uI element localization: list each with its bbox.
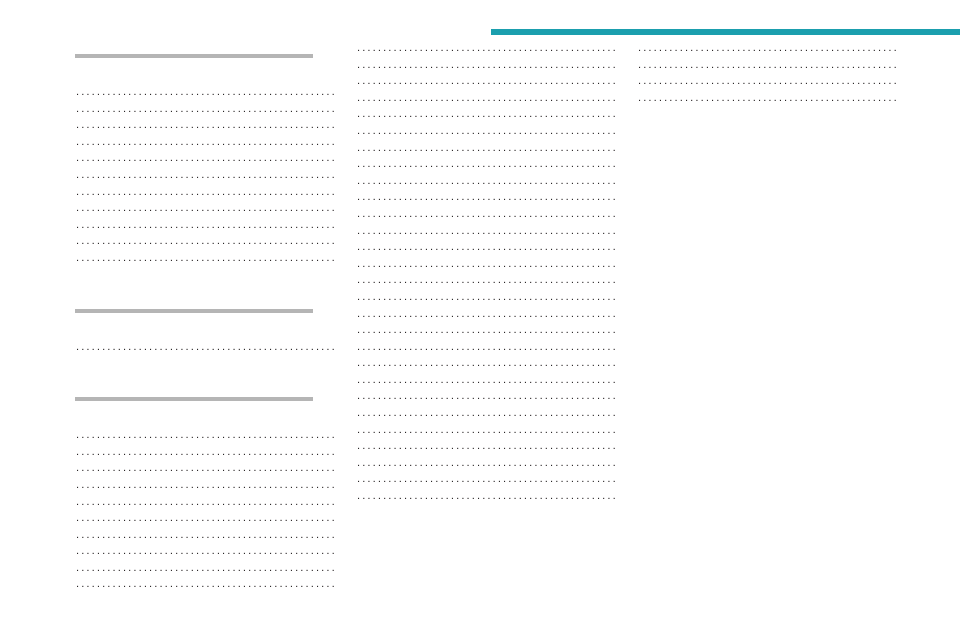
dot-leader: [76, 543, 336, 560]
index-column-middle: [356, 40, 618, 505]
index-entry: [75, 117, 337, 134]
dot-leader: [76, 150, 336, 167]
index-entry: [356, 106, 618, 123]
dot-leader: [76, 167, 336, 184]
index-entry: [75, 134, 337, 151]
dot-leader: [638, 57, 898, 74]
dot-leader: [357, 189, 617, 206]
index-entry: [75, 477, 337, 494]
index-entry: [356, 388, 618, 405]
dot-leader: [357, 322, 617, 339]
header-accent-bar: [491, 29, 960, 35]
dot-leader: [357, 438, 617, 455]
index-entry: [356, 40, 618, 57]
dot-leader: [357, 306, 617, 323]
dot-leader: [357, 173, 617, 190]
index-entry: [356, 57, 618, 74]
dot-leader: [357, 206, 617, 223]
index-entry: [637, 90, 899, 107]
dot-leader: [76, 134, 336, 151]
dot-leader: [357, 40, 617, 57]
dot-leader: [76, 184, 336, 201]
index-entry: [75, 427, 337, 444]
index-entry: [75, 560, 337, 577]
dot-leader: [76, 250, 336, 267]
dot-leader: [76, 460, 336, 477]
index-entry: [75, 510, 337, 527]
dot-leader: [357, 57, 617, 74]
dot-leader: [357, 123, 617, 140]
index-entry: [356, 206, 618, 223]
dot-leader: [76, 200, 336, 217]
dot-leader: [357, 90, 617, 107]
index-entry: [356, 339, 618, 356]
dot-leader: [357, 156, 617, 173]
index-entry: [75, 233, 337, 250]
dot-leader: [76, 510, 336, 527]
index-entry: [356, 140, 618, 157]
index-entry: [75, 494, 337, 511]
index-entry: [75, 527, 337, 544]
index-entry: [356, 289, 618, 306]
dot-leader: [76, 477, 336, 494]
index-entry: [637, 40, 899, 57]
dot-leader: [76, 233, 336, 250]
index-entry: [75, 150, 337, 167]
dot-leader: [357, 355, 617, 372]
index-entry: [356, 173, 618, 190]
section-divider: [75, 397, 313, 401]
dot-leader: [76, 527, 336, 544]
dot-leader: [76, 101, 336, 118]
index-entry: [356, 272, 618, 289]
index-entry: [75, 339, 337, 356]
index-entry: [356, 372, 618, 389]
dot-leader: [357, 471, 617, 488]
index-entry: [75, 167, 337, 184]
index-entry: [356, 123, 618, 140]
dot-leader: [357, 73, 617, 90]
index-entry: [75, 101, 337, 118]
index-entry: [356, 438, 618, 455]
index-entry: [356, 455, 618, 472]
index-entry: [75, 84, 337, 101]
section-divider: [75, 309, 313, 313]
index-entry: [75, 460, 337, 477]
dot-leader: [76, 494, 336, 511]
dot-leader: [357, 272, 617, 289]
dot-leader: [76, 117, 336, 134]
dot-leader: [76, 427, 336, 444]
dot-leader: [357, 256, 617, 273]
index-entry: [356, 223, 618, 240]
dot-leader: [638, 73, 898, 90]
index-entry: [75, 576, 337, 593]
dot-leader: [357, 239, 617, 256]
section-header-v: [75, 299, 337, 339]
dot-leader: [76, 339, 336, 356]
dot-leader: [76, 84, 336, 101]
index-entry: [356, 239, 618, 256]
index-column-left: [75, 40, 337, 593]
section-header-u: [75, 44, 337, 84]
index-entry: [75, 184, 337, 201]
dot-leader: [357, 388, 617, 405]
index-entry: [356, 422, 618, 439]
dot-leader: [76, 444, 336, 461]
index-entry: [637, 73, 899, 90]
dot-leader: [357, 422, 617, 439]
index-entry: [356, 306, 618, 323]
index-entry: [356, 322, 618, 339]
index-entry: [356, 90, 618, 107]
dot-leader: [638, 40, 898, 57]
dot-leader: [76, 576, 336, 593]
dot-leader: [357, 289, 617, 306]
index-entry: [356, 355, 618, 372]
dot-leader: [357, 140, 617, 157]
dot-leader: [357, 455, 617, 472]
dot-leader: [357, 223, 617, 240]
section-divider: [75, 54, 313, 58]
dot-leader: [357, 372, 617, 389]
index-entry: [356, 73, 618, 90]
index-entry: [356, 471, 618, 488]
dot-leader: [357, 106, 617, 123]
section-header-w: [75, 387, 337, 427]
dot-leader: [638, 90, 898, 107]
dot-leader: [76, 217, 336, 234]
dot-leader: [357, 405, 617, 422]
index-column-right: [637, 40, 899, 106]
index-entry: [356, 405, 618, 422]
index-entry: [75, 444, 337, 461]
index-entry: [356, 488, 618, 505]
index-entry: [75, 543, 337, 560]
index-entry: [75, 217, 337, 234]
dot-leader: [357, 339, 617, 356]
index-entry: [356, 256, 618, 273]
dot-leader: [357, 488, 617, 505]
index-entry: [75, 250, 337, 267]
index-entry: [637, 57, 899, 74]
index-entry: [356, 189, 618, 206]
index-entry: [75, 200, 337, 217]
index-entry: [356, 156, 618, 173]
dot-leader: [76, 560, 336, 577]
